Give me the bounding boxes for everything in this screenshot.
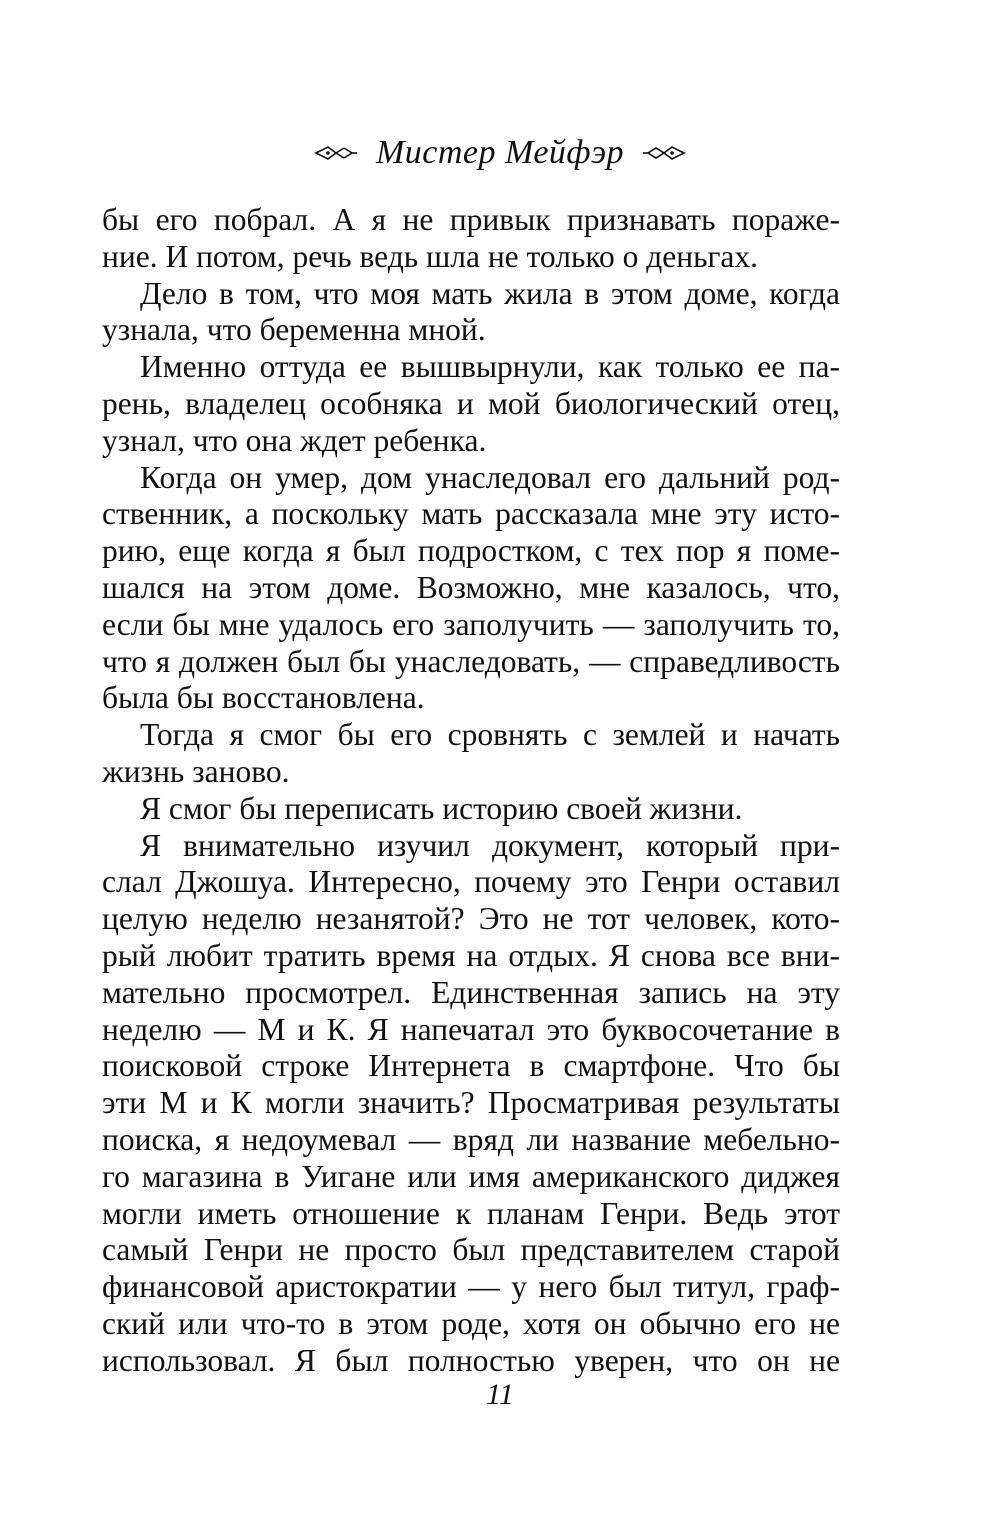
text-line: ский или что-то в этом роде, хотя он обычно его не	[102, 1305, 840, 1341]
text-line: шался на этом доме. Возможно, мне казалось, что,	[102, 569, 840, 605]
right-ornament-icon	[642, 142, 686, 164]
body-text	[102, 202, 840, 1380]
text-line: бы его побрал. А я не привык признавать пораже-	[102, 202, 840, 237]
text-line: слал Джошуа. Интересно, почему это Генри оставил	[102, 864, 840, 900]
text-line: Дело в том, что моя мать жила в этом доме, когда	[140, 275, 840, 311]
running-head-title: Мистер Мейфэр	[375, 134, 625, 171]
text-line: ственник, а поскольку мать рассказала мне эту исто-	[102, 496, 840, 532]
text-line: была бы восстановлена.	[102, 680, 425, 716]
text-line: неделю — М и К. Я напечатал это буквосочетание в	[102, 1011, 840, 1047]
running-head	[0, 128, 1000, 178]
text-line: ние. И потом, речь ведь шла не только о деньгах.	[102, 238, 759, 274]
text-line: эти М и К могли значить? Просматривая результаты	[102, 1085, 840, 1121]
text-line: узнала, что беременна мной.	[102, 312, 486, 348]
text-line: поисковой строке Интернета в смартфоне. Что бы	[102, 1048, 840, 1084]
text-line: если бы мне удалось его заполучить — заполучить то,	[102, 606, 840, 642]
text-line: что я должен был бы унаследовать, — справедливость	[102, 643, 840, 679]
text-line: рый любит тратить время на отдых. Я снова все вни-	[102, 937, 840, 973]
text-line: рень, владелец особняка и мой биологический отец,	[102, 385, 840, 421]
text-line: го магазина в Уигане или имя американского диджея	[102, 1158, 840, 1194]
text-line: мательно просмотрел. Единственная запись на эту	[102, 974, 840, 1010]
left-ornament-icon	[314, 142, 358, 164]
text-line: поиска, я недоумевал — вряд ли название мебельно-	[102, 1121, 840, 1157]
text-line: рию, еще когда я был подростком, с тех пор я поме-	[102, 533, 840, 569]
text-line: финансовой аристократии — у него был титул, граф-	[102, 1269, 840, 1305]
text-line: жизнь заново.	[102, 753, 290, 789]
text-line: узнал, что она ждет ребенка.	[102, 422, 487, 458]
page-number: 11	[486, 1378, 514, 1411]
text-line: Я внимательно изучил документ, который при-	[140, 827, 840, 863]
text-line: использовал. Я был полностью уверен, что он не	[102, 1342, 840, 1378]
text-line: Тогда я смог бы его сровнять с землей и начать	[140, 717, 840, 753]
text-line: Когда он умер, дом унаследовал его дальний род-	[140, 459, 840, 495]
text-line: могли иметь отношение к планам Генри. Ведь этот	[102, 1195, 840, 1231]
text-line: Именно оттуда ее вышвырнули, как только ее па-	[140, 349, 840, 385]
text-line: целую неделю незанятой? Это не тот человек, кото-	[102, 901, 840, 937]
text-line: Я смог бы переписать историю своей жизни.	[140, 790, 743, 826]
text-line: самый Генри не просто был представителем старой	[102, 1232, 840, 1268]
